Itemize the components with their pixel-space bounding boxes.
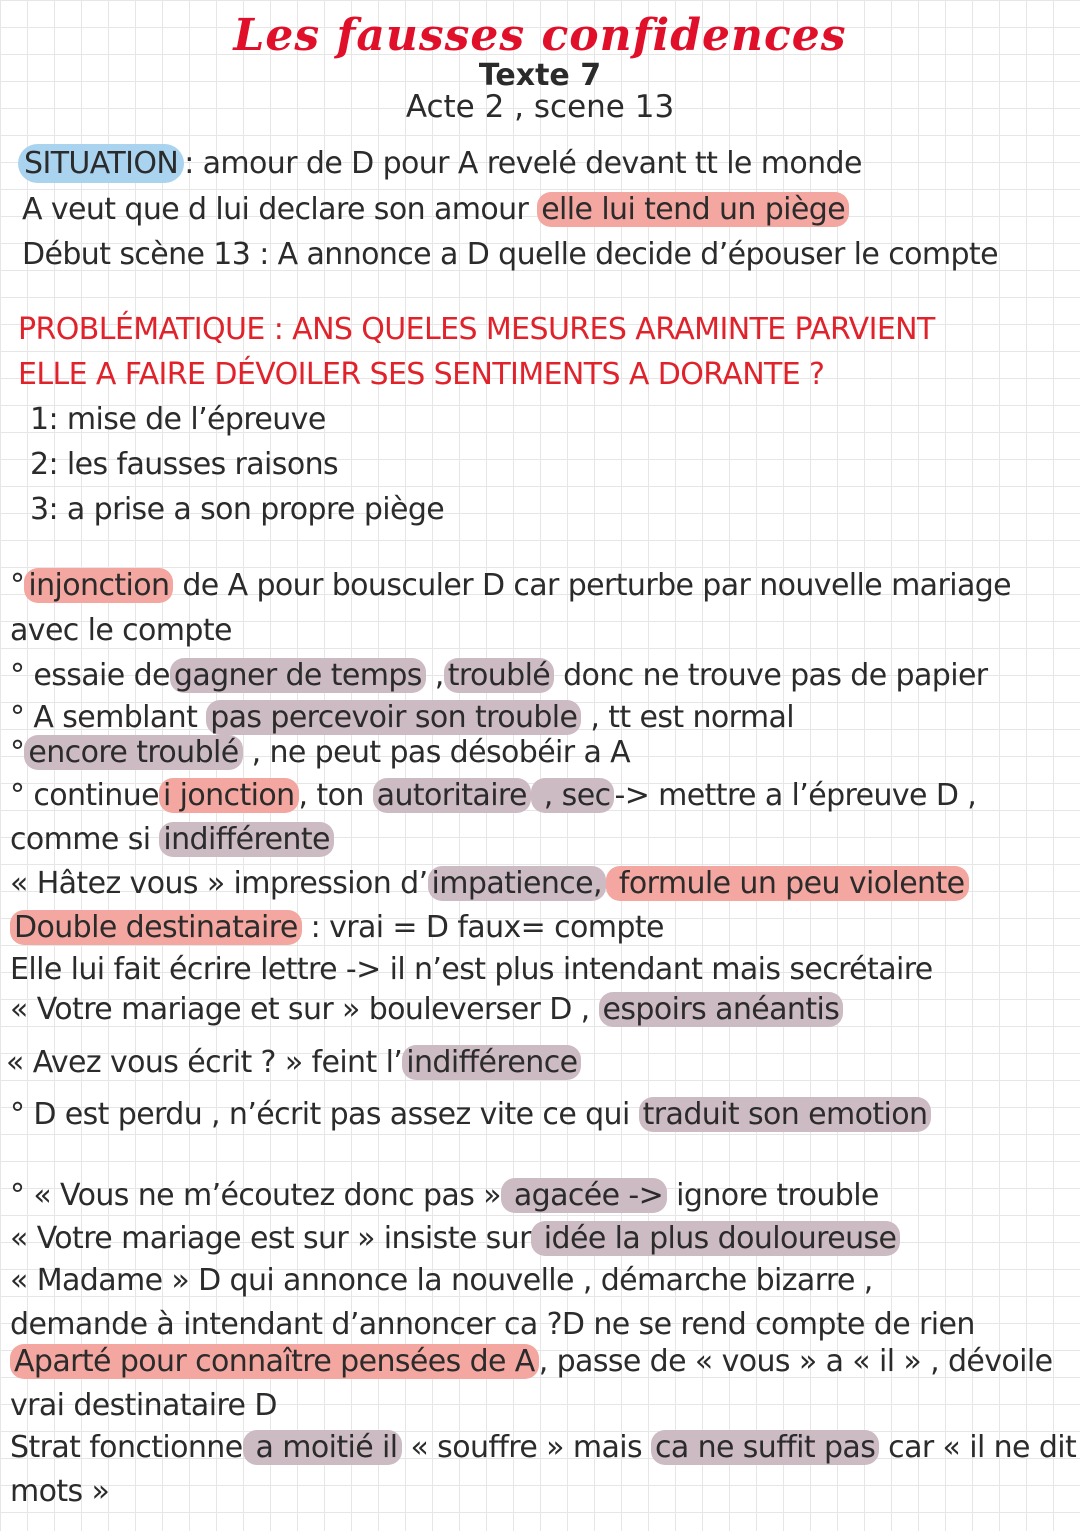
- problematique-line-2: ELLE A FAIRE DÉVOILER SES SENTIMENTS A DORANTE ?: [18, 357, 825, 392]
- plan-item-1: 1: mise de l’épreuve: [30, 402, 326, 437]
- note-line: ° essaie de gagner de temps , troublé donc ne trouve pas de papier: [10, 658, 988, 693]
- note-line: « Avez vous écrit ? » feint l’ indifférence: [6, 1043, 581, 1083]
- plan-item-2: 2: les fausses raisons: [30, 447, 339, 482]
- act-scene: Acte 2 , scene 13: [405, 89, 675, 125]
- note-line: « Hâtez vous » impression d’ impatience, formule un peu violente: [10, 864, 969, 904]
- note-line: avec le compte: [10, 613, 232, 648]
- plan-item-3: 3: a prise a son propre piège: [30, 492, 445, 527]
- note-line: vrai destinataire D: [10, 1388, 277, 1423]
- note-line: ° encore troublé , ne peut pas désobéir a A: [10, 735, 631, 770]
- situation-label: SITUATION: [18, 144, 184, 183]
- note-line: « Votre mariage et sur » bouleverser D , espoirs anéantis: [10, 990, 843, 1030]
- situation-line-1: SITUATION : amour de D pour A revelé devant tt le monde: [18, 144, 862, 184]
- note-line: ° D est perdu , n’écrit pas assez vite ce qui traduit son emotion: [10, 1095, 931, 1135]
- situation-line-2: A veut que d lui declare son amour elle lui tend un piège: [22, 190, 849, 230]
- note-line: « Madame » D qui annonce la nouvelle , démarche bizarre ,: [10, 1263, 873, 1298]
- note-line: ° A semblant pas percevoir son trouble , tt est normal: [10, 700, 794, 735]
- note-line: Elle lui fait écrire lettre -> il n’est plus intendant mais secrétaire: [10, 952, 933, 987]
- note-line: ° continue i jonction , ton autoritaire , sec -> mettre a l’épreuve D ,: [10, 778, 977, 813]
- text-label: Texte 7: [478, 58, 602, 93]
- situation-line-3: Début scène 13 : A annonce a D quelle decide d’épouser le compte: [22, 237, 998, 272]
- note-line: ° « Vous ne m’écoutez donc pas » agacée -> ignore trouble: [10, 1178, 879, 1213]
- note-line: Aparté pour connaître pensées de A , passe de « vous » a « il » , dévoile: [10, 1342, 1053, 1382]
- note-line: Strat fonctionne a moitié il « souffre » mais ca ne suffit pas car « il ne dit: [10, 1430, 1077, 1465]
- problematique-line-1: PROBLÉMATIQUE : ANS QUELES MESURES ARAMINTE PARVIENT: [18, 312, 935, 347]
- note-line: « Votre mariage est sur » insiste sur idée la plus douloureuse: [10, 1219, 900, 1259]
- note-line: demande à intendant d’annoncer ca ?D ne se rend compte de rien: [10, 1307, 975, 1342]
- page-title: Les fausses confidences: [233, 10, 847, 61]
- note-line: Double destinataire : vrai = D faux= compte: [10, 908, 664, 948]
- note-line: ° injonction de A pour bousculer D car perturbe par nouvelle mariage: [10, 568, 1012, 603]
- note-line: mots »: [10, 1474, 110, 1509]
- note-line: comme si indifférente: [10, 820, 334, 860]
